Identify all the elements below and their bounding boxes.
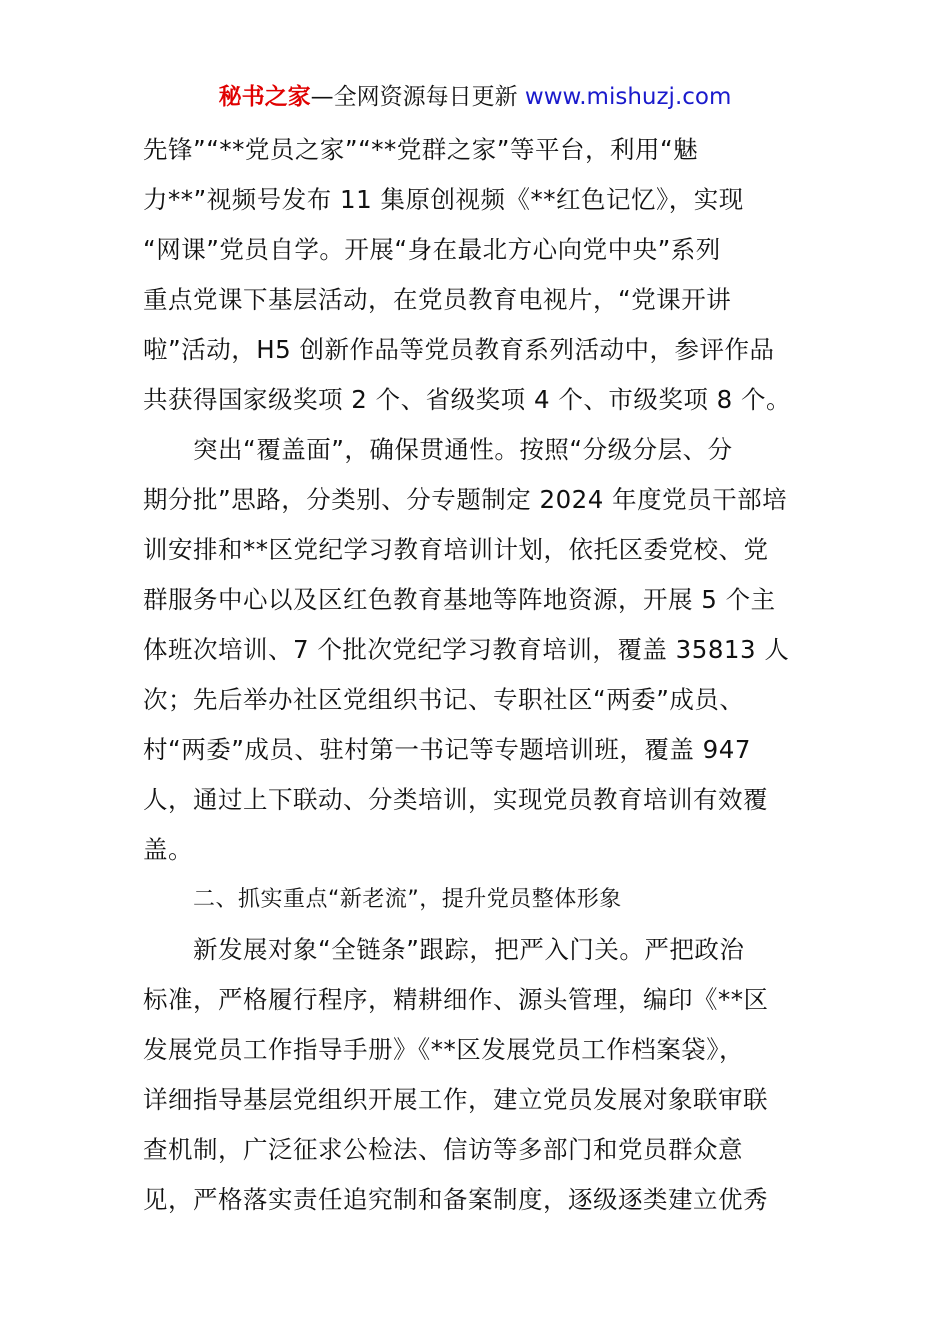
- text-line: 体班次培训、7 个批次党纪学习教育培训，覆盖 35813 人: [143, 635, 790, 664]
- text-line: 人，通过上下联动、分类培训，实现党员教育培训有效覆: [143, 785, 768, 814]
- site-tagline: —全网资源每日更新: [310, 84, 525, 110]
- section-heading: 二、抓实重点“新老流”，提升党员整体形象: [193, 887, 622, 912]
- text-line: 训安排和**区党纪学习教育培训计划，依托区委党校、党: [143, 535, 769, 564]
- text-line: 先锋”“**党员之家”“**党群之家”等平台，利用“魅: [143, 135, 699, 164]
- text-line: 群服务中心以及区红色教育基地等阵地资源，开展 5 个主: [143, 585, 776, 614]
- paragraph-start-line: 新发展对象“全链条”跟踪，把严入门关。严把政治: [193, 935, 745, 964]
- text-line: 盖。: [143, 835, 193, 864]
- text-line: 期分批”思路，分类别、分专题制定 2024 年度党员干部培: [143, 485, 788, 514]
- text-line: 查机制，广泛征求公检法、信访等多部门和党员群众意: [143, 1135, 743, 1164]
- text-line: 村“两委”成员、驻村第一书记等专题培训班，覆盖 947: [143, 735, 751, 764]
- document-body: [143, 125, 807, 1225]
- text-line: 标准，严格履行程序，精耕细作、源头管理，编印《**区: [143, 985, 769, 1014]
- text-line: 力**”视频号发布 11 集原创视频《**红色记忆》，实现: [143, 185, 744, 214]
- paragraph-start-line: 突出“覆盖面”，确保贯通性。按照“分级分层、分: [193, 435, 733, 464]
- site-brand: 秘书之家: [218, 84, 311, 110]
- site-url-link[interactable]: www.mishuzj.com: [524, 84, 732, 110]
- text-line: 详细指导基层党组织开展工作，建立党员发展对象联审联: [143, 1085, 768, 1114]
- page-header: [0, 80, 950, 114]
- text-line: 发展党员工作指导手册》《**区发展党员工作档案袋》，: [143, 1035, 744, 1064]
- text-line: 次；先后举办社区党组织书记、专职社区“两委”成员、: [143, 685, 745, 714]
- text-line: 重点党课下基层活动，在党员教育电视片，“党课开讲: [143, 285, 732, 314]
- text-line: 共获得国家级奖项 2 个、省级奖项 4 个、市级奖项 8 个。: [143, 385, 791, 414]
- text-line: “网课”党员自学。开展“身在最北方心向党中央”系列: [143, 235, 721, 264]
- text-line: 啦”活动，H5 创新作品等党员教育系列活动中，参评作品: [143, 335, 775, 364]
- text-line: 见，严格落实责任追究制和备案制度，逐级逐类建立优秀: [143, 1185, 768, 1214]
